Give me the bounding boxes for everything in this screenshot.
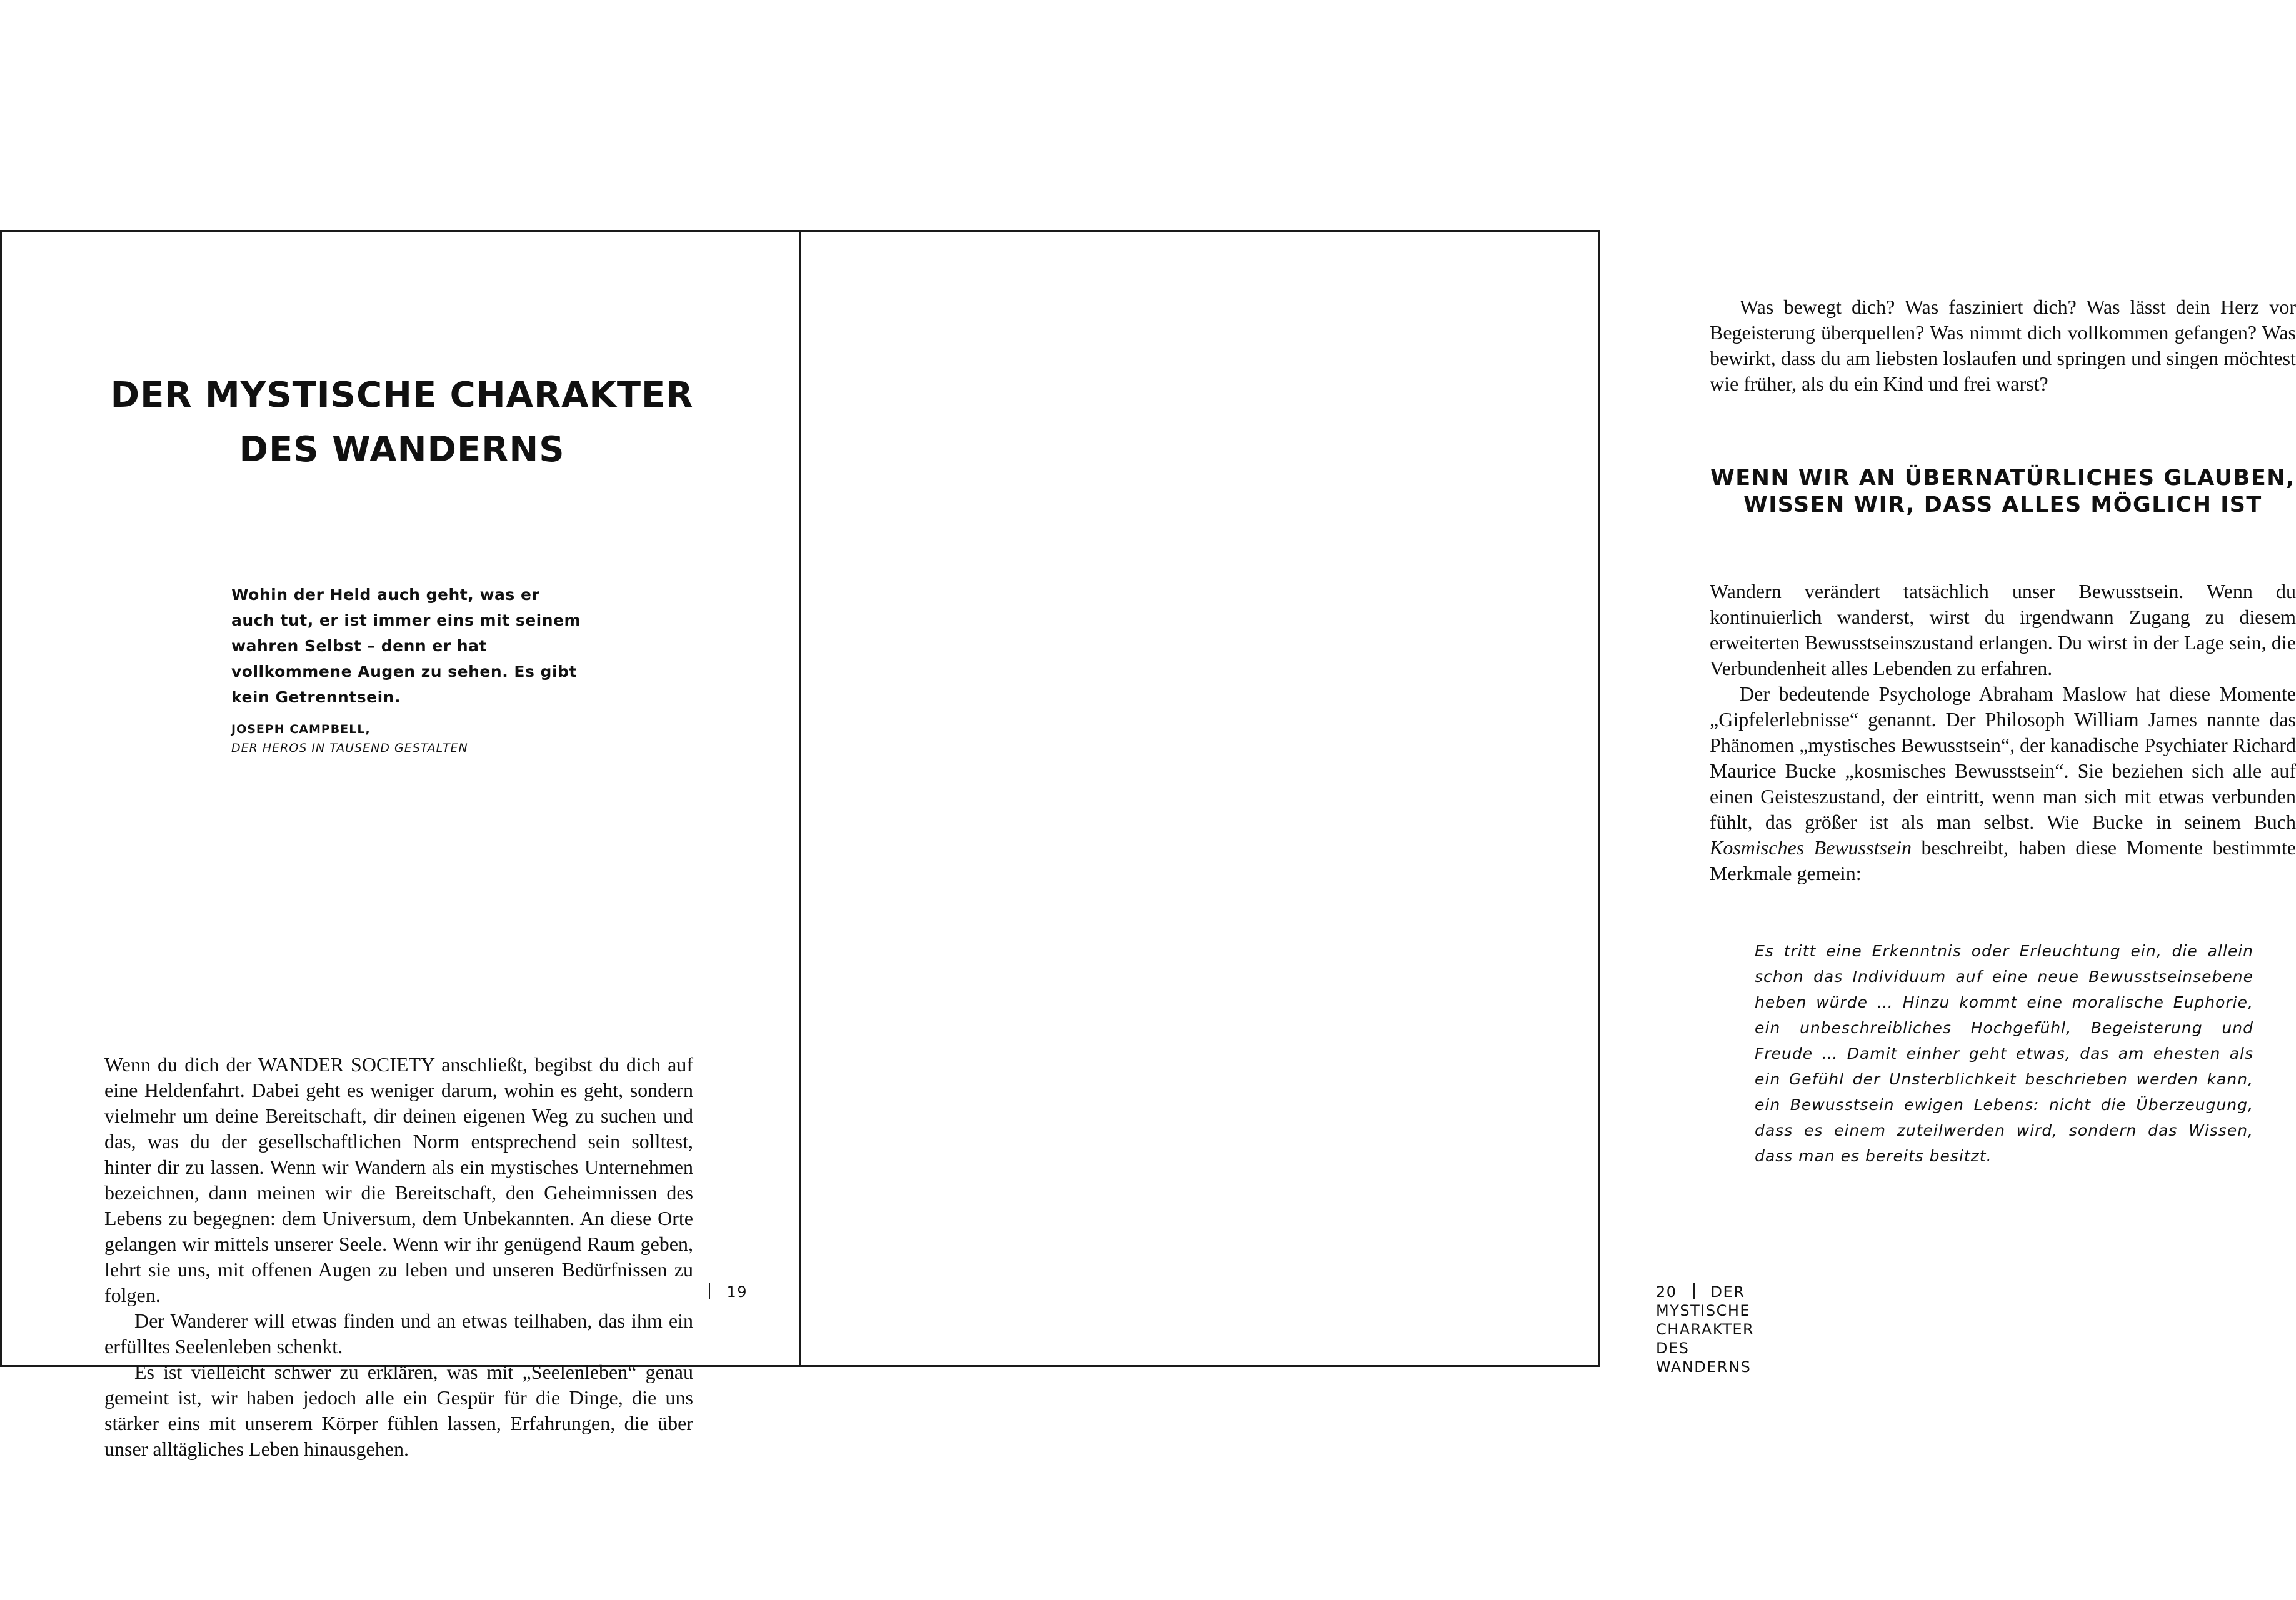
right-paragraph-2 — [1710, 681, 2296, 886]
right-paragraph-2-end: beschreibt, haben diese Momente bestimmte Merkmale gemein: — [1710, 836, 2296, 884]
folio-divider — [709, 1283, 710, 1299]
epigraph-source: DER HEROS IN TAUSEND GESTALTEN — [231, 741, 468, 755]
left-paragraph-3: Es ist vielleicht schwer zu erklären, was mit „Seelenleben“ genau gemeint ist, wir haben jedoch alle ein Gespür für die Dinge, die uns stärker eins mit unserem Körper fühlen lassen, Erfahrungen, die über unser alltägliches Leben hinausgehen. — [104, 1361, 693, 1460]
chapter-title-line-2: DES WANDERNS — [239, 429, 565, 470]
right-page — [799, 232, 2296, 1376]
epigraph-author: JOSEPH CAMPBELL, — [231, 722, 371, 736]
left-body-text — [104, 1052, 693, 1462]
right-paragraph-1: Wandern verändert tatsächlich unser Bewusstsein. Wenn du kontinuierlich wanderst, wirst du irgendwann Zugang zu diesem erweiterten Bewusstseinszustand erlangen. Du wirst in der Lage sein, die Verbundenheit alles Lebenden zu erfahren. — [1710, 580, 2296, 679]
right-folio — [1656, 1282, 1754, 1376]
running-head: DER MYSTISCHE CHARAKTER DES WANDERNS — [1656, 1283, 1755, 1376]
left-folio — [693, 1282, 748, 1301]
right-intro-paragraph: Was bewegt dich? Was fasziniert dich? Was lässt dein Herz vor Begeisterung überquellen? Was nimmt dich vollkommen gefangen? Was bewirkt, dass du am liebsten loslaufen und springen und singen möchtest wie früher, als du ein Kind und frei warst? — [1710, 296, 2296, 395]
book-title-italic: Kosmisches Bewusstsein — [1710, 836, 1912, 859]
chapter-title-line-1: DER MYSTISCHE CHARAKTER — [110, 375, 694, 416]
right-intro-text — [1710, 294, 2296, 397]
right-paragraph-2-start: Der bedeutende Psychologe Abraham Maslow hat diese Momente „Gipfelerlebnisse“ genannt. Der Philosoph William James nannte das Phänomen „mystisches Bewusstsein“, der kanadische Psychiater Richard Maurice Bucke „kosmisches Bewusstsein“. Sie beziehen sich alle auf einen Geisteszustand, der eintritt, wenn man sich mit etwas verbunden fühlt, das größer ist als man selbst. Wie Bucke in seinem Buch — [1710, 682, 2296, 833]
book-spread — [0, 230, 2296, 1460]
left-page-number: 19 — [726, 1283, 748, 1301]
epigraph — [231, 582, 581, 758]
left-page — [0, 232, 800, 1460]
left-paragraph-2: Der Wanderer will etwas finden und an etwas teilhaben, das ihm ein erfülltes Seelenleben schenkt. — [104, 1309, 693, 1358]
left-paragraph-1: Wenn du dich der WANDER SOCIETY anschließt, begibst du dich auf eine Heldenfahrt. Dabei geht es weniger darum, wohin es geht, sondern vielmehr um deine Bereitschaft, dir deinen eigenen Weg zu suchen und das, was du der gesellschaftlichen Norm entsprechend sein solltest, hinter dir zu lassen. Wenn wir Wandern als ein mystisches Unternehmen bezeichnen, dann meinen wir die Bereitschaft, den Geheimnissen des Lebens zu begegnen: dem Universum, dem Unbekannten. An diese Orte gelangen wir mittels unserer Seele. Wenn wir ihr genügend Raum geben, lehrt sie uns, mit offenen Augen zu leben und unseren Bedürfnissen zu folgen. — [104, 1053, 693, 1306]
right-body-text — [1710, 579, 2296, 886]
subheading-line-2: WISSEN WIR, DASS ALLES MÖGLICH IST — [1743, 492, 2262, 518]
section-subheading — [1710, 465, 2296, 519]
right-page-number: 20 — [1656, 1283, 1677, 1301]
subheading-line-1: WENN WIR AN ÜBERNATÜRLICHES GLAUBEN, — [1710, 466, 2295, 491]
chapter-title — [96, 368, 708, 477]
block-quote: Es tritt eine Erkenntnis oder Erleuchtung ein, die allein schon das Individuum auf eine neue Bewusstseinsebene heben würde … Hinzu kommt eine moralische Euphorie, ein unbeschreibliches Hochgefühl, Begeisterung und Freude … Damit einher geht etwas, das am ehesten als ein Gefühl der Unsterblichkeit beschrieben werden kann, ein Bewusstsein ewigen Lebens: nicht die Überzeugung, dass es einem zuteilwerden wird, sondern das Wissen, dass man es bereits besitzt. — [1755, 942, 2253, 1165]
epigraph-quote: Wohin der Held auch geht, was er auch tut, er ist immer eins mit seinem wahren Selbst – denn er hat vollkommene Augen zu sehen. Es gibt kein Getrenntsein. — [231, 586, 581, 706]
folio-divider — [1693, 1283, 1695, 1299]
